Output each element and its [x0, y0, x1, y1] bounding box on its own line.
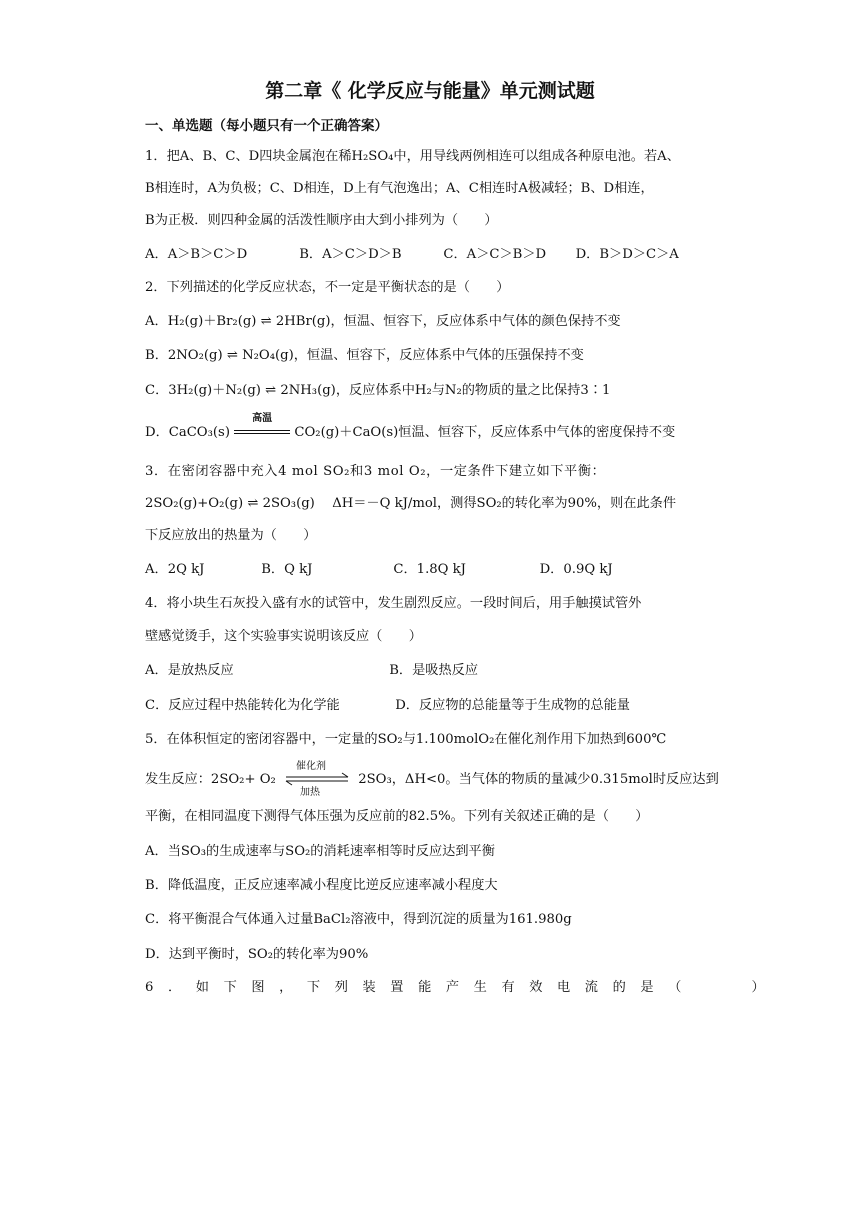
- q1-option-a: A．A＞B＞C＞D: [145, 247, 248, 262]
- equals-arrow-icon: [234, 430, 290, 434]
- page-title: 第二章《 化学反应与能量》单元测试题: [265, 80, 595, 102]
- q5-line3: 平衡，在相同温度下测得气体压强为反应前的82.5%。下列有关叙述正确的是（ ）: [145, 809, 649, 824]
- q1-option-b: B．A＞C＞D＞B: [299, 247, 402, 262]
- q1-line1: 1．把A、B、C、D四块金属泡在稀H₂SO₄中，用导线两例相连可以组成各种原电池。若A、: [145, 149, 680, 164]
- q5-option-c: C．将平衡混合气体通入过量BaCl₂溶液中，得到沉淀的质量为161.980g: [145, 912, 572, 927]
- q3-option-a: A．2Q kJ: [145, 562, 205, 577]
- q2-option-b: B．2NO₂(g) ⇌ N₂O₄(g)，恒温、恒容下，反应体系中气体的压强保持不变: [145, 348, 584, 363]
- q3-options: [145, 558, 613, 577]
- q3-option-c: C．1.8Q kJ: [393, 562, 466, 577]
- condition-label: 高温: [252, 413, 273, 424]
- q1-line3: B为正极．则四种金属的活泼性顺序由大到小排列为（ ）: [145, 213, 498, 228]
- q3-option-d: D．0.9Q kJ: [539, 562, 613, 577]
- q5-line1: 5．在体积恒定的密闭容器中，一定量的SO₂与1.100molO₂在催化剂作用下加热到600℃: [145, 732, 667, 747]
- q4-options-ab: [145, 659, 478, 678]
- q2-stem: 2．下列描述的化学反应状态，不一定是平衡状态的是（ ）: [145, 280, 510, 295]
- q1-line2: B相连时，A为负极；C、D相连，D上有气泡逸出；A、C相连时A极减轻；B、D相连，: [145, 181, 654, 196]
- q2-option-c: C．3H₂(g)＋N₂(g) ⇌ 2NH₃(g)，反应体系中H₂与N₂的物质的量之比保持3∶1: [145, 383, 611, 398]
- q3-line3: 下反应放出的热量为（ ）: [145, 528, 317, 543]
- q4-line2: 壁感觉烫手，这个实验事实说明该反应（ ）: [145, 629, 422, 644]
- q1-options: [145, 243, 679, 262]
- q3-option-b: B．Q kJ: [261, 562, 313, 577]
- q5-reactants: 发生反应：2SO₂+ O₂: [145, 772, 276, 787]
- high-temp-condition: [234, 413, 290, 434]
- heat-label: 加热: [300, 786, 321, 798]
- q4-option-b: B．是吸热反应: [389, 663, 479, 678]
- q1-option-c: C．A＞C＞B＞D: [443, 247, 547, 262]
- q5-option-d: D．达到平衡时，SO₂的转化率为90%: [145, 947, 369, 962]
- catalyst-label: 催化剂: [296, 760, 327, 772]
- q2-option-d: [145, 413, 676, 440]
- q6-stem: 6．如下图，下列装置能产生有效电流的是（ ）: [145, 980, 780, 995]
- q5-products: 2SO₃，ΔH<0。当气体的物质的量减少0.315mol时反应达到: [358, 772, 719, 787]
- q1-option-d: D．B＞D＞C＞A: [575, 247, 679, 262]
- q4-option-d: D．反应物的总能量等于生成物的总能量: [395, 698, 630, 713]
- section-heading: 一、单选题（每小题只有一个正确答案）: [145, 118, 388, 134]
- q4-line1: 4．将小块生石灰投入盛有水的试管中，发生剧烈反应。一段时间后，用手触摸试管外: [145, 596, 642, 611]
- q5-option-a: A．当SO₃的生成速率与SO₂的消耗速率相等时反应达到平衡: [145, 844, 495, 859]
- q2-option-a: A．H₂(g)＋Br₂(g) ⇌ 2HBr(g)，恒温、恒容下，反应体系中气体的颜色保持不变: [145, 314, 621, 329]
- q3-line1: 3．在密闭容器中充入4 mol SO₂和3 mol O₂，一定条件下建立如下平衡：: [145, 464, 606, 479]
- q4-options-cd: [145, 694, 630, 713]
- q2-option-d-reactant: D．CaCO₃(s): [145, 425, 230, 440]
- catalyst-condition: [284, 760, 350, 798]
- q5-line2: [145, 760, 719, 798]
- q5-option-b: B．降低温度，正反应速率减小程度比逆反应速率减小程度大: [145, 878, 498, 893]
- q4-option-c: C．反应过程中热能转化为化学能: [145, 698, 340, 713]
- q4-option-a: A．是放热反应: [145, 663, 234, 678]
- q3-line2: 2SO₂(g)+O₂(g) ⇌ 2SO₃(g) ΔH＝－Q kJ/mol，测得SO₂的转化率为90%，则在此条件: [145, 496, 677, 511]
- q2-option-d-product: CO₂(g)＋CaO(s)恒温、恒容下，反应体系中气体的密度保持不变: [294, 425, 676, 440]
